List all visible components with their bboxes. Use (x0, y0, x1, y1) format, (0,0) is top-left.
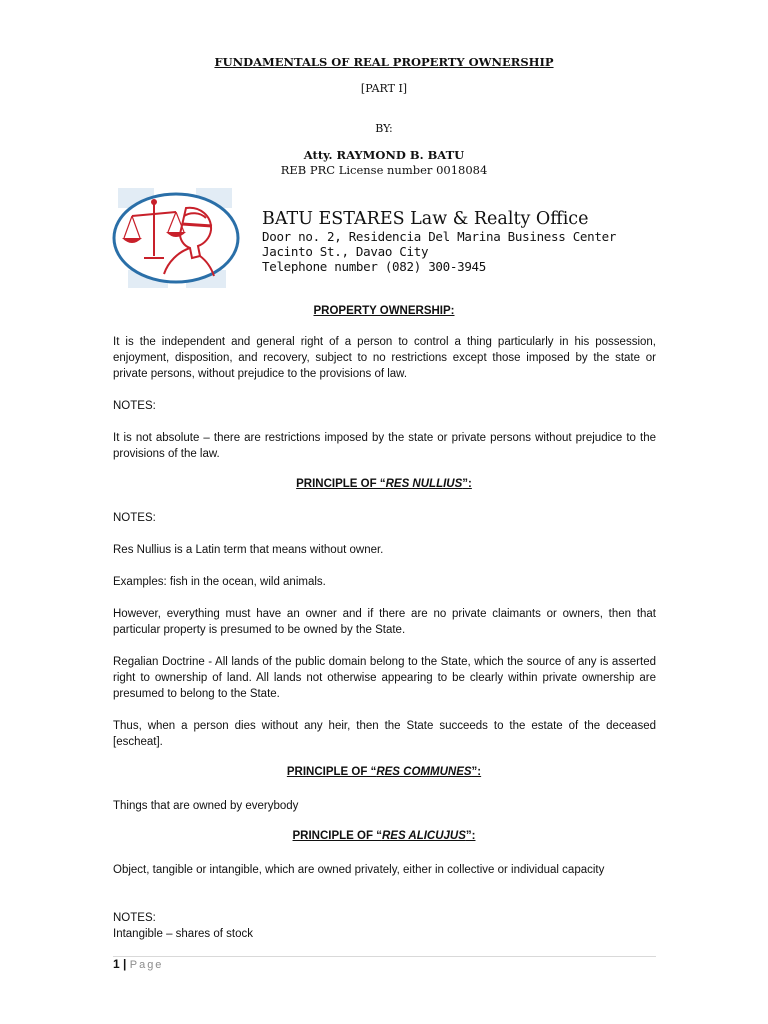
justice-logo-icon (108, 186, 244, 290)
notes-label-2: NOTES: (113, 512, 156, 524)
heading-term: RES NULLIUS (385, 478, 463, 490)
ownership-definition: It is the independent and general right of a person to control a thing particularly in his possession, enjoyment, disposition, and recovery, subject to no restrictions except those imposed by the state or private persons, without prejudice to the provisions of law. (113, 336, 656, 380)
escheat-paragraph: Thus, when a person dies without any heir, then the State succeeds to the estate of the deceased [escheat]. (113, 720, 656, 748)
res-nullius-however: However, everything must have an owner and if there are no private claimants or owners, then that particular property is presumed to be owned by the State. (113, 608, 656, 636)
heading-term: RES ALICUJUS (381, 830, 466, 842)
footer-separator: | (123, 957, 127, 971)
office-name: BATU ESTARES Law & Realty Office (262, 209, 589, 229)
notes-label-3: NOTES: (113, 912, 156, 924)
page-number: 1 (113, 957, 120, 971)
page-footer (113, 957, 163, 971)
heading-res-communes (0, 766, 768, 778)
res-nullius-definition: Res Nullius is a Latin term that means without owner. (113, 544, 384, 556)
notes-text-1: It is not absolute – there are restrictions imposed by the state or private persons without prejudice to the provisions of the law. (113, 432, 656, 460)
heading-suffix: ”: (465, 830, 476, 842)
heading-suffix: ”: (462, 478, 472, 490)
author-name: Atty. RAYMOND B. BATU (303, 148, 465, 162)
footer-divider (113, 956, 656, 957)
by-label: BY: (375, 122, 393, 135)
heading-res-alicujus (0, 830, 768, 842)
regalian-doctrine: Regalian Doctrine - All lands of the public domain belong to the State, which the source of any is asserted right to ownership of land. All lands not otherwise appearing to be clearly within private ownership are presumed to belong to the State. (113, 656, 656, 700)
heading-prefix: PRINCIPLE OF “ (286, 766, 377, 778)
office-address-line-1: Door no. 2, Residencia Del Marina Business Center (262, 229, 617, 244)
page-label: Page (129, 959, 164, 971)
license-number: REB PRC License number 0018084 (280, 163, 488, 177)
heading-prefix: PRINCIPLE OF “ (296, 478, 386, 490)
intangible-note: Intangible – shares of stock (113, 928, 253, 940)
office-address-line-2: Jacinto St., Davao City (262, 244, 429, 259)
heading-term: RES COMMUNES (376, 766, 472, 778)
res-nullius-examples: Examples: fish in the ocean, wild animals. (113, 576, 326, 588)
notes-label-1: NOTES: (113, 400, 156, 412)
document-part: [PART I] (360, 82, 408, 95)
document-title: FUNDAMENTALS OF REAL PROPERTY OWNERSHIP (214, 55, 554, 69)
office-info (262, 209, 616, 274)
heading-suffix: ”: (471, 766, 482, 778)
heading-property-ownership: PROPERTY OWNERSHIP: (313, 305, 455, 317)
office-logo (108, 186, 244, 290)
heading-res-nullius (0, 478, 768, 490)
res-alicujus-definition: Object, tangible or intangible, which are owned privately, either in collective or individual capacity (113, 864, 605, 876)
office-phone: Telephone number (082) 300-3945 (262, 259, 486, 274)
res-communes-definition: Things that are owned by everybody (113, 800, 299, 812)
heading-prefix: PRINCIPLE OF “ (292, 830, 382, 842)
